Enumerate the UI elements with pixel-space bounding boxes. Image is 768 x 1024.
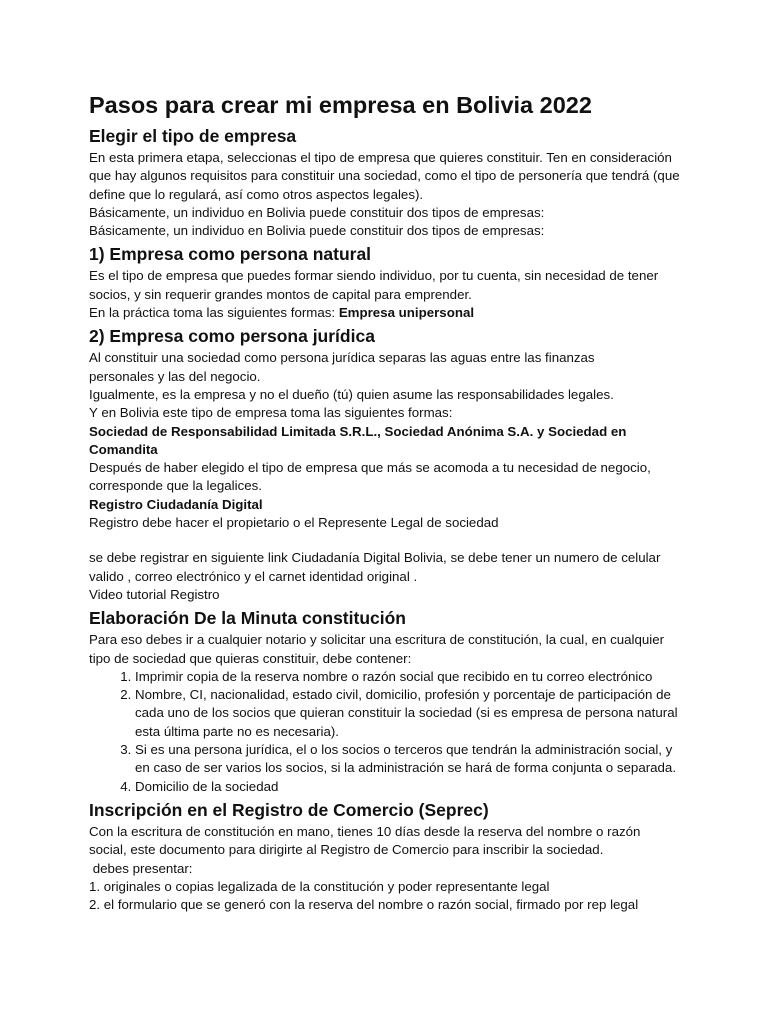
paragraph: Al constituir una sociedad como persona jurídica separas las aguas entre las finanzas personales y las del negocio. xyxy=(89,350,595,384)
paragraph: Básicamente, un individuo en Bolivia puede constituir dos tipos de empresas: xyxy=(89,223,545,239)
paragraph: Después de haber elegido el tipo de empresa que más se acomoda a tu necesidad de negocio, corresponde que la legalices. xyxy=(89,460,651,494)
section-heading-persona-juridica: 2) Empresa como persona jurídica xyxy=(89,326,375,347)
list-item: 1. Imprimir copia de la reserva nombre o razón social que recibido en tu correo electrónico xyxy=(135,668,689,686)
bold-text: Empresa unipersonal xyxy=(338,305,475,321)
paragraph: se debe registrar en siguiente link Ciudadanía Digital Bolivia, se debe tener un numero de celular valido , correo electrónico y el carnet identidad original . xyxy=(89,550,661,584)
document-title: Pasos para crear mi empresa en Bolivia 2022 xyxy=(89,92,592,118)
bold-paragraph: Sociedad de Responsabilidad Limitada S.R.L., Sociedad Anónima S.A. y Sociedad en Comandita xyxy=(89,423,627,457)
paragraph-text: En la práctica toma las siguientes formas: xyxy=(89,305,339,321)
paragraph: Igualmente, es la empresa y no el dueño (tú) quien asume las responsabilidades legales. xyxy=(89,386,614,402)
section-heading-seprec: Inscripción en el Registro de Comercio (Seprec) xyxy=(89,799,489,820)
paragraph: 1. originales o copias legalizada de la constitución y poder representante legal xyxy=(89,878,550,894)
list-item: 4. Domicilio de la sociedad xyxy=(135,778,689,796)
list-item: 3. Si es una persona jurídica, el o los socios o terceros que tendrán la administración social, y en caso de ser varios los socios, si la administración se hará de forma conjunta o separada. xyxy=(135,741,689,778)
paragraph: Video tutorial Registro xyxy=(89,586,220,602)
paragraph: debes presentar: xyxy=(89,860,193,876)
paragraph: Para eso debes ir a cualquier notario y solicitar una escritura de constitución, la cual, en cualquier tipo de sociedad que quieras constituir, debe contener: xyxy=(89,632,665,666)
list-item: 2. Nombre, CI, nacionalidad, estado civil, domicilio, profesión y porcentaje de participación de cada uno de los socios que quieran constituir la sociedad (si es empresa de persona natural esta última parte no es necesaria). xyxy=(135,686,689,741)
paragraph: 2. el formulario que se generó con la reserva del nombre o razón social, firmado por rep legal xyxy=(89,897,639,913)
section-heading-minuta: Elaboración De la Minuta constitución xyxy=(89,608,406,629)
paragraph: Es el tipo de empresa que puedes formar siendo individuo, por tu cuenta, sin necesidad de tener socios, y sin requerir grandes montos de capital para emprender. xyxy=(89,268,659,302)
paragraph xyxy=(89,304,689,322)
section-heading-persona-natural: 1) Empresa como persona natural xyxy=(89,244,372,265)
paragraph: Registro debe hacer el propietario o el Represente Legal de sociedad xyxy=(89,515,499,531)
paragraph: Básicamente, un individuo en Bolivia puede constituir dos tipos de empresas: xyxy=(89,204,545,220)
bold-paragraph: Registro Ciudadanía Digital xyxy=(89,496,263,512)
spacer xyxy=(89,532,689,549)
document-page xyxy=(89,88,689,914)
paragraph: Y en Bolivia este tipo de empresa toma las siguientes formas: xyxy=(89,405,453,421)
requirements-list xyxy=(89,668,689,796)
section-heading-tipo-empresa: Elegir el tipo de empresa xyxy=(89,126,297,146)
paragraph: En esta primera etapa, seleccionas el tipo de empresa que quieres constituir. Ten en consideración que hay algunos requisitos para constituir una sociedad, como el tipo de personería que tendrá (que define que lo regulará, así como otros aspectos legales). xyxy=(89,150,680,202)
paragraph: Con la escritura de constitución en mano, tienes 10 días desde la reserva del nombre o razón social, este documento para dirigirte al Registro de Comercio para inscribir la sociedad. xyxy=(89,823,641,858)
